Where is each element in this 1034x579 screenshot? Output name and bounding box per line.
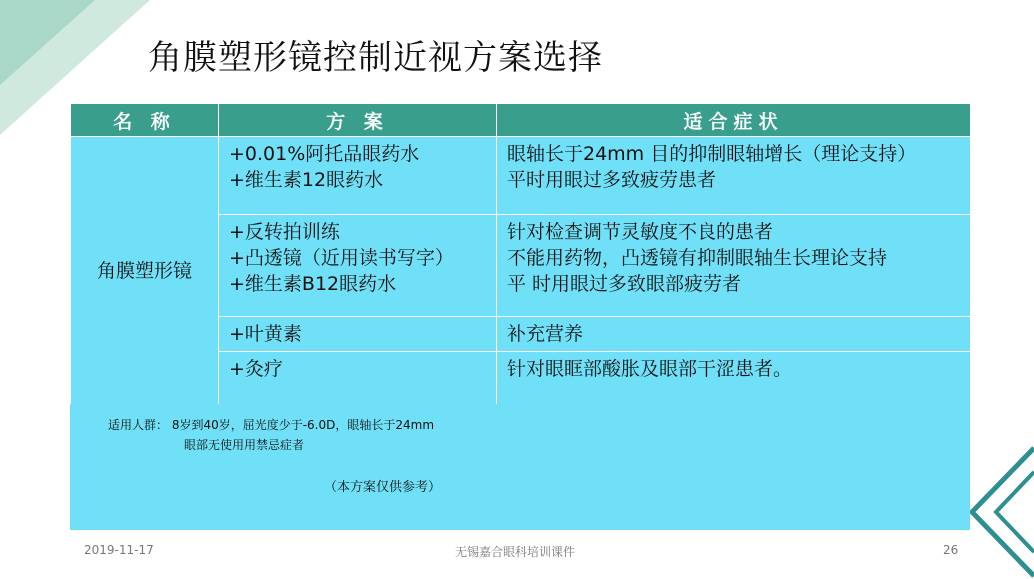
page-number: 26 (943, 543, 959, 557)
symptom-cell (497, 352, 971, 406)
footer-date: 2019-11-17 (84, 543, 154, 557)
symptom-cell (497, 215, 971, 317)
plan-item: +灸疗 (229, 358, 283, 380)
footer-title: 无锡嘉合眼科培训课件 (455, 545, 576, 559)
symptom-cell (497, 317, 971, 352)
contraindication-note: 眼部无使用用禁忌症者 (184, 438, 305, 452)
header-name: 名 称 (71, 104, 219, 137)
table-row (71, 137, 971, 215)
plan-table (70, 103, 971, 406)
symptom-item: 补充营养 (507, 323, 584, 345)
plan-item: +0.01%阿托品眼药水 (229, 143, 420, 165)
plan-item: +维生素B12眼药水 (229, 273, 397, 295)
symptom-item: 平 时用眼过多致眼部疲劳者 (507, 273, 742, 295)
symptom-item: 平时用眼过多致疲劳患者 (507, 169, 717, 191)
chevron-decoration (964, 440, 1034, 579)
symptom-cell (497, 137, 971, 215)
notes-box (70, 404, 970, 530)
plan-cell (219, 317, 497, 352)
plan-item: +反转拍训练 (229, 221, 340, 243)
symptom-item: 针对检查调节灵敏度不良的患者 (507, 221, 774, 243)
header-symptom: 适合症状 (497, 104, 971, 137)
reference-note: （本方案仅供参考） (324, 480, 442, 495)
table-header-row (71, 104, 971, 137)
symptom-item: 眼轴长于24mm 目的抑制眼轴增长（理论支持） (507, 143, 917, 165)
plan-cell (219, 352, 497, 406)
plan-item: +凸透镜（近用读书写字） (229, 247, 454, 269)
plan-cell (219, 215, 497, 317)
symptom-item: 不能用药物，凸透镜有抑制眼轴生长理论支持 (507, 247, 888, 269)
symptom-item: 针对眼眶部酸胀及眼部干涩患者。 (507, 358, 793, 380)
plan-item: +叶黄素 (229, 323, 302, 345)
target-group-note: 适用人群： 8岁到40岁，屈光度少于-6.0D，眼轴长于24mm (108, 418, 435, 432)
header-plan: 方 案 (219, 104, 497, 137)
slide-title: 角膜塑形镜控制近视方案选择 (148, 38, 603, 78)
plan-item: +维生素12眼药水 (229, 169, 384, 191)
plan-cell (219, 137, 497, 215)
category-cell: 角膜塑形镜 (71, 137, 219, 406)
